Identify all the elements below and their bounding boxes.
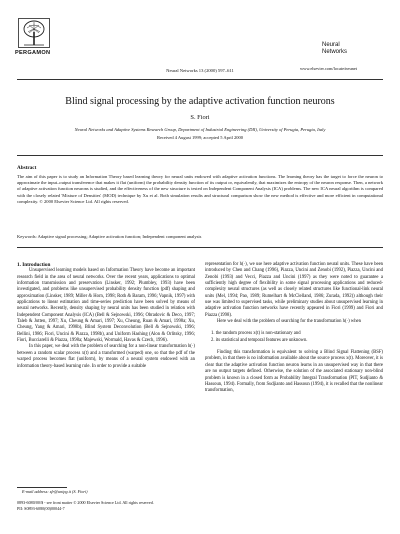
publisher-tree-logo bbox=[18, 18, 50, 48]
intro-paragraph-1: Unsupervised learning models based on Information Theory have become an important research field in the area of neural networks. Over the recent years, applications to optimal information transmission and preservation (Linsker, 1992; Plumbley, 1993) have been investigated, and problems like unsupervised probability density function (pdf) shaping and approximation (Linsker, 1989; Miller & Horn, 1998; Roth & Baram, 1996; Vapnik, 1997) with applications to linear estimation and time-series prediction have been solved by means of neural networks. Recently, density shaping by neural units has been studied in relation with Independent Component Analysis (ICA) (Bell & Sejnowski, 1996; Obradovic & Deco, 1997; Taleb & Jutten, 1997; Xu, Cheung & Amari, 1997; Xu, Cheung, Ruan & Amari, 1998a; Xu, Cheung, Yang & Amari, 1998b), Blind System Deconvolution (Bell & Sejnowski, 1996; Bellini, 1986; Fiori, Uncini & Piazza, 1998b), and Uniform Hashing (Alon & Orlitsky, 1996; Fiori, Bucciarelli & Piazza, 1998a; Majewski, Wormald, Havas & Czech, 1996). bbox=[17, 268, 195, 344]
abstract-bottom-divider bbox=[17, 247, 383, 248]
journal-citation: Neural Networks 13 (2000) 597–611 bbox=[166, 68, 234, 73]
list-item-2: 2. its statistical and temporal features are unknown. bbox=[211, 337, 308, 343]
footnote-divider bbox=[17, 487, 67, 488]
header-divider bbox=[17, 79, 383, 80]
copyright-line-1: 0893-6080/00/$ - see front matter © 2000 Elsevier Science Ltd. All rights reserved. bbox=[17, 500, 154, 505]
abstract-text: The aim of this paper is to study an Information Theory based learning theory for neural units endowed with adaptive activation functions. The learning theory has the target to force the neuron to approximate the input–output transference that makes it flat (uniform) the probability density function of its output or, equivalently, that maximizes the entropy of the neuron response. Then, a network of adaptive activation function neurons is studied, and the effectiveness of the new structure is tested on Independent Component Analysis (ICA) problems. The new ICA neural algorithm is compared with the closely related 'Mixture of Densities' (MOD) technique by Xu et al. Both simulation results and structural comparison show the new method is effective and more efficient in computational complexity. © 2000 Elsevier Science Ltd. All rights reserved. bbox=[17, 174, 383, 204]
list-item-1: 1. the random process x(t) is non-stationary and bbox=[211, 331, 301, 337]
left-column bbox=[17, 262, 195, 370]
pii-line: PII: S0893-6080(00)00044-7 bbox=[17, 505, 65, 511]
intro-paragraph-2: In this paper, we deal with the problem of searching for a non-linear transformation h(·) between a random scalar process x(t) and a transformed (warped) one, so that the pdf of the warped process becomes flat (uniform), by means of a neural system endowed with an information theory-based learning rule. In order to provide a suitable bbox=[17, 344, 195, 369]
author-name: S. Fiori bbox=[190, 114, 210, 121]
publisher-name: PERGAMON bbox=[15, 50, 51, 56]
author-affiliation: Neural Networks and Adaptive Systems Research Group, Department of Industrial Engineering (DII), University of Perugia, Perugia, Italy bbox=[74, 127, 326, 132]
keywords: Keywords: Adaptive signal processing; Adaptive activation function; Independent component analysis bbox=[17, 234, 202, 239]
abstract-top-divider bbox=[17, 155, 383, 156]
right-paragraph-3: Finding this transformation is equivalent to solving a Blind Signal Flattening (BSF) problem, in that there is no information available about the source process x(t). Moreover, it is clear that the adaptive activation function neuron learns in an unsupervised way in that there are no output targets defined. Otherwise, the solution of the associated stationary non-blind problem is known in a closed form as Probability Integral Transformation (PIT, Sudjianto & Hassoun, 1994). Formally, from Sudjianto and Hassoun (1994), it is recalled that the nonlinear transformation, bbox=[205, 350, 383, 394]
author-email: E-mail address: sfr@unipg.it (S. Fiori) bbox=[22, 489, 88, 494]
journal-title-line2: Networks bbox=[322, 49, 348, 55]
copyright-notice bbox=[17, 500, 154, 511]
right-column bbox=[205, 262, 383, 395]
right-paragraph-1: representation for h(·), we use here adaptive activation function neural units. These have been introduced by Chen and Chang (1996), Piazza, Uncini and Zenobi (1992), Piazza, Uncini and Zenobi (1993) and Vecci, Piazza and Uncini (1997) as they were noted to guarantee a sufficiently high degree of flexibility in some signal processing applications and reduced-complexity neural structures (as well as closely related structures like functional-link neural units (Mel, 1994; Pao, 1989; Rumelhart & McClelland, 1986; Zurada, 1992)) although their use was limited to supervised tasks, while preliminary studies about unsupervised learning in adaptive activation function networks have recently appeared in Fiori (1999) and Fiori and Piazza (1998). bbox=[205, 262, 383, 318]
abstract-heading: Abstract bbox=[17, 165, 37, 171]
journal-title-line1: Neural bbox=[322, 42, 340, 48]
received-dates: Received 4 August 1999; accepted 5 April 2000 bbox=[156, 135, 244, 140]
section-heading-introduction: 1. Introduction bbox=[17, 262, 51, 268]
right-paragraph-2: Here we deal with the problem of searching for the transformation h(·) when bbox=[217, 319, 361, 325]
article-title: Blind signal processing by the adaptive activation function neurons bbox=[65, 96, 335, 107]
journal-url[interactable]: www.elsevier.com/locate/neunet bbox=[300, 66, 358, 71]
journal-title bbox=[322, 42, 347, 56]
